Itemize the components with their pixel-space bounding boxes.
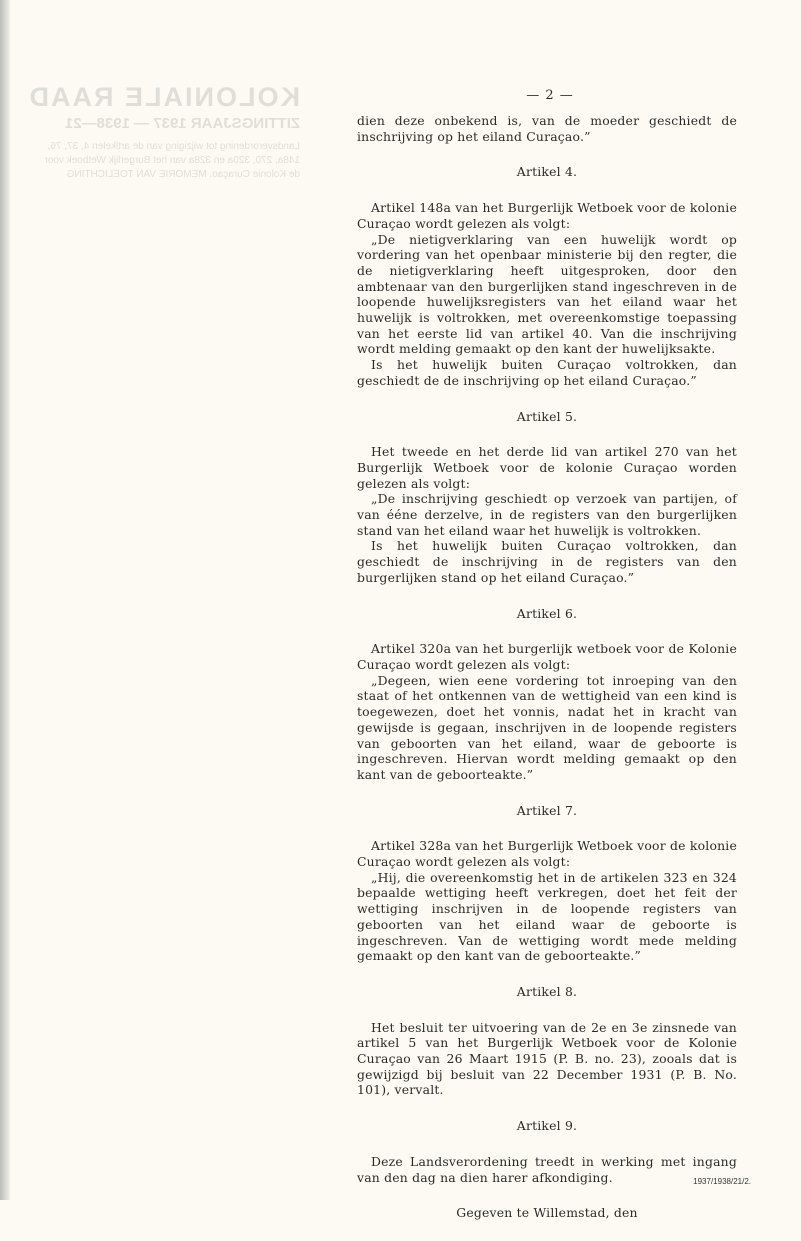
paragraph: Artikel 328a van het Burgerlijk Wetboek voor de kolonie Curaçao wordt gelezen als volgt: — [357, 838, 737, 870]
article-heading: Artikel 7. — [516, 802, 578, 818]
bleed-through-text — [27, 82, 300, 182]
article-heading: Artikel 4. — [516, 164, 578, 180]
bleed-through-subtitle: ZITTINGSJAAR 1937 — 1938—21 — [64, 115, 300, 132]
bleed-through-body: Landsverordening tot wijziging van de artikelen 4, 37, 76, 148a, 270, 320a en 328a van het Burgerlijk Wetboek voor de Kolonie Curaçao. MEMORIE VAN TOELICHTING — [44, 141, 300, 180]
bleed-through-title: KOLONIALE RAAD — [27, 82, 300, 112]
page-number: — 2 — — [526, 88, 574, 103]
paragraph: Deze Landsverordening treedt in werking met ingang van den dag na dien harer afkondiging. — [357, 1153, 737, 1185]
paragraph: „De inschrijving geschiedt op verzoek van partijen, of van ééne derzelve, in de registers van den burgerlijken stand van het eiland waar het huwelijk is voltrokken. — [357, 491, 737, 538]
article-heading: Artikel 6. — [516, 605, 578, 621]
article-heading: Artikel 8. — [516, 983, 578, 999]
paragraph: Het tweede en het derde lid van artikel 270 van het Burgerlijk Wetboek voor de kolonie Curaçao worden gelezen als volgt: — [357, 444, 737, 491]
paragraph: „De nietigverklaring van een huwelijk wordt op vordering van het openbaar ministerie bij den regter, die de nietigverklaring heeft uitgesproken, door den ambtenaar van den burgerlijken stand ingeschreven in de loopende huwelijksregisters van het eiland waar het huwelijk is voltrokken, met overeenkomstige toepassing van het eerste lid van artikel 40. Van die inschrijving wordt melding gemaakt op den kant der huwelijksakte. — [357, 231, 737, 357]
article-heading: Artikel 5. — [516, 408, 578, 424]
paragraph: „Hij, die overeenkomstig het in de artikelen 323 en 324 bepaalde wettiging heeft verkregen, doet het feit der wettiging inschrijven in de loopende registers van geboorten van het eiland waar de geboorte is ingeschreven. Van de wettiging wordt mede melding gemaakt op den kant van de geboorteakte.” — [357, 869, 737, 964]
paragraph: dien deze onbekend is, van de moeder geschiedt de inschrijving op het eiland Curaçao.” — [357, 113, 737, 144]
document-code: 1937/1938/21/2. — [693, 1177, 751, 1186]
paragraph: Is het huwelijk buiten Curaçao voltrokken, dan geschiedt de de inschrijving op het eiland Curaçao.” — [357, 357, 737, 388]
document-body — [357, 113, 737, 1241]
paragraph: Artikel 320a van het burgerlijk wetboek voor de Kolonie Curaçao wordt gelezen als volgt: — [357, 641, 737, 672]
paragraph: Artikel 148a van het Burgerlijk Wetboek voor de kolonie Curaçao wordt gelezen als volgt: — [357, 200, 737, 231]
paragraph: „Degeen, wien eene vordering tot inroeping van den staat of het ontkennen van de wettigheid van een kind is toegewezen, doet het vonnis, nadat het in kracht van gewijsde is gegaan, inschrijven in de loopende registers van geboorten van het eiland, waar de geboorte is ingeschreven. Hiervan wordt melding gemaakt op den kant van de geboorteakte.” — [357, 672, 737, 782]
article-heading: Artikel 9. — [516, 1118, 578, 1134]
paragraph: Het besluit ter uitvoering van de 2e en 3e zinsnede van artikel 5 van het Burgerlijk Wetboek voor de Kolonie Curaçao van 26 Maart 1915 (P. B. no. 23), zooals dat is gewijzigd bij besluit van 22 December 1931 (P. B. No. 101), vervalt. — [357, 1019, 737, 1098]
closing-line: Gegeven te Willemstad, den — [456, 1205, 638, 1221]
page-left-edge — [0, 0, 10, 1200]
paragraph: Is het huwelijk buiten Curaçao voltrokken, dan geschiedt de inschrijving in de registers van den burgerlijken stand op het eiland Curaçao.” — [357, 538, 737, 585]
